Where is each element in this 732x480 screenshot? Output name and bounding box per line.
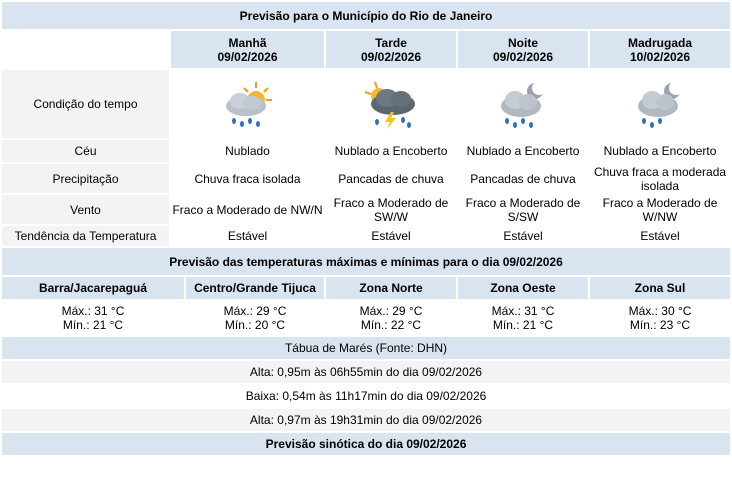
condition-cell-tarde [326,70,456,138]
precipitation-value: Pancadas de chuva [326,164,456,193]
max-temp: Máx.: 29 °C [223,304,287,318]
min-temp: Mín.: 21 °C [62,318,124,332]
max-temp: Máx.: 30 °C [628,304,692,318]
min-temp: Mín.: 21 °C [492,318,554,332]
tide-row: Alta: 0,97m às 19h31min do dia 09/02/2026 [2,409,730,431]
period-name: Noite [508,35,538,50]
period-header-tarde [326,31,456,68]
period-date: 10/02/2026 [629,49,691,64]
precipitation-value: Pancadas de chuva [458,164,588,193]
max-temp: Máx.: 29 °C [359,304,423,318]
wind-value: Fraco a Moderado de S/SW [458,195,588,224]
period-header-noite [458,31,588,68]
zone-name: Zona Oeste [458,277,588,299]
zone-temps [2,301,184,335]
tides-title: Tábua de Marés (Fonte: DHN) [2,337,730,359]
wind-value: Fraco a Moderado de SW/W [326,195,456,224]
period-header-madrugada [590,31,730,68]
row-label-precipitacao: Precipitação [2,164,169,193]
min-temp: Mín.: 20 °C [224,318,286,332]
ceu-value: Nublado [171,140,324,162]
period-name: Madrugada [628,35,693,50]
zone-name: Zona Sul [590,277,730,299]
max-temp: Máx.: 31 °C [491,304,555,318]
trend-value: Estável [590,226,730,246]
ceu-value: Nublado a Encoberto [590,140,730,162]
synoptic-title: Previsão sinótica do dia 09/02/2026 [2,433,730,455]
zone-temps [186,301,324,335]
period-date: 09/02/2026 [360,49,422,64]
wind-value: Fraco a Moderado de NW/N [171,195,324,224]
condition-cell-manha [171,70,324,138]
min-temp: Mín.: 23 °C [629,318,691,332]
thunderstorm-icon [361,78,421,130]
condition-cell-madrugada [590,70,730,138]
ceu-value: Nublado a Encoberto [326,140,456,162]
max-temp: Máx.: 31 °C [61,304,125,318]
temperatures-title: Previsão das temperaturas máximas e mínimas para o dia 09/02/2026 [2,248,730,275]
moon-cloud-rain-icon [493,78,553,130]
period-header-manha [171,31,324,68]
period-name: Tarde [375,35,407,50]
period-date: 09/02/2026 [492,49,554,64]
ceu-value: Nublado a Encoberto [458,140,588,162]
row-label-ceu: Céu [2,140,169,162]
tide-row: Baixa: 0,54m às 11h17min do dia 09/02/2026 [2,385,730,407]
trend-value: Estável [171,226,324,246]
tide-row: Alta: 0,95m às 06h55min do dia 09/02/2026 [2,361,730,383]
sun-cloud-rain-icon [218,78,278,130]
wind-value: Fraco a Moderado de W/NW [590,195,730,224]
zone-temps [458,301,588,335]
corner-cell [2,31,169,68]
period-name: Manhã [228,35,267,50]
zone-temps [590,301,730,335]
precipitation-value: Chuva fraca isolada [171,164,324,193]
row-label-vento: Vento [2,195,169,224]
zone-temps [326,301,456,335]
zone-name: Centro/Grande Tijuca [186,277,324,299]
trend-value: Estável [326,226,456,246]
period-date: 09/02/2026 [217,49,278,64]
min-temp: Mín.: 22 °C [360,318,422,332]
condition-cell-noite [458,70,588,138]
zone-name: Zona Norte [326,277,456,299]
row-label-tendencia: Tendência da Temperatura [2,226,169,246]
precipitation-value: Chuva fraca a moderada isolada [590,164,730,193]
page-title: Previsão para o Município do Rio de Janeiro [2,2,730,29]
trend-value: Estável [458,226,588,246]
zone-name: Barra/Jacarepaguá [2,277,184,299]
row-label-condicao: Condição do tempo [2,70,169,138]
moon-cloud-rain-icon [630,78,690,130]
